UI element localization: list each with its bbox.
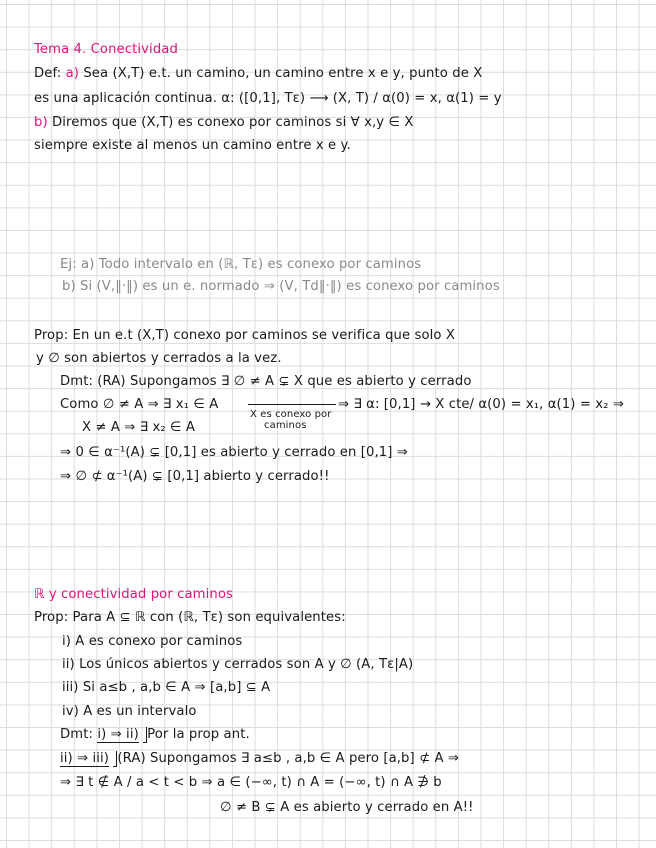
proof-line-5: ⇒ ∅ ⊄ α⁻¹(A) ⊊ [0,1] abierto y cerrado!! (60, 469, 330, 484)
list-item-i: i) A es conexo por caminos (62, 634, 243, 649)
proposition-line-1 (34, 328, 455, 344)
list-item-iii: iii) Si a≤b , a,b ∈ A ⇒ [a,b] ⊆ A (62, 680, 271, 695)
proof-line-1: Dmt: (RA) Supongamos ∃ ∅ ≠ A ⊊ X que es abierto y cerrado (60, 374, 472, 389)
proof-note-2: caminos (264, 420, 307, 431)
def-text-3: Diremos que (X,T) es conexo por caminos si ∀ x,y ∈ X (52, 115, 414, 130)
proof-line-3: X ≠ A ⇒ ∃ x₂ ∈ A (82, 420, 196, 435)
proposition-2 (34, 610, 346, 626)
proof2-line-1 (60, 727, 250, 743)
def-text-1: Sea (X,T) e.t. un camino, un camino entre x e y, punto de X (83, 66, 483, 81)
definition-line-4: siempre existe al menos un camino entre x e y. (34, 138, 351, 153)
proof2-step-2-text: (RA) Supongamos ∃ a≤b , a,b ∈ A pero [a,b] ⊄ A ⇒ (117, 751, 460, 766)
definition-line-2: es una aplicación continua. α: ([0,1], Tε) ⟶ (X, T) / α(0) = x, α(1) = y (34, 91, 502, 106)
proof2-line-3: ⇒ ∃ t ∉ A / a < t < b ⇒ a ∈ (−∞, t) ∩ A = (−∞, t) ∩ A ∌ b (60, 775, 442, 790)
prop2-text: Para A ⊆ ℝ con (ℝ, Tε) son equivalentes: (72, 610, 346, 625)
def-label: Def: (34, 66, 62, 81)
proof-note-1: X es conexo por (250, 409, 332, 420)
proof2-line-4: ∅ ≠ B ⊊ A es abierto y cerrado en A!! (220, 800, 474, 815)
section-title-conectividad: Tema 4. Conectividad (34, 42, 178, 57)
section-title-caminos: ℝ y conectividad por caminos (34, 587, 233, 602)
list-item-iv: iv) A es un intervalo (62, 704, 197, 719)
arrow-shaft (248, 404, 336, 405)
definition-line-1 (34, 66, 482, 82)
proof2-step-1: i) ⇒ ii) (97, 727, 139, 742)
example-line-1: Ej: a) Todo intervalo en (ℝ, Tε) es conexo por caminos (60, 257, 422, 272)
proof2-step-2: ii) ⇒ iii) (60, 751, 110, 766)
example-line-2: b) Si (V,‖·‖) es un e. normado ⇒ (V, Td‖·‖) es conexo por caminos (62, 279, 500, 294)
definition-line-3 (34, 115, 413, 131)
proof-line-4: ⇒ 0 ∈ α⁻¹(A) ⊊ [0,1] es abierto y cerrado en [0,1] ⇒ (60, 445, 408, 460)
prop-text-1: En un e.t (X,T) conexo por caminos se verifica que solo X (72, 328, 456, 343)
def-a-label: a) (65, 66, 80, 81)
prop2-label: Prop: (34, 610, 69, 625)
proof2-line-2 (60, 751, 459, 767)
list-item-ii: ii) Los únicos abiertos y cerrados son A y ∅ (A, Tε|A) (62, 657, 414, 672)
proof2-label: Dmt: (60, 727, 94, 742)
proposition-line-2: y ∅ son abiertos y cerrados a la vez. (36, 351, 282, 366)
def-b-label: b) (34, 115, 48, 130)
proof-line-2b: ⇒ ∃ α: [0,1] → X cte/ α(0) = x₁, α(1) = x₂ ⇒ (338, 397, 625, 412)
prop-label: Prop: (34, 328, 69, 343)
proof-line-2a: Como ∅ ≠ A ⇒ ∃ x₁ ∈ A (60, 397, 219, 412)
proof2-step-1-text: Por la prop ant. (147, 727, 250, 742)
